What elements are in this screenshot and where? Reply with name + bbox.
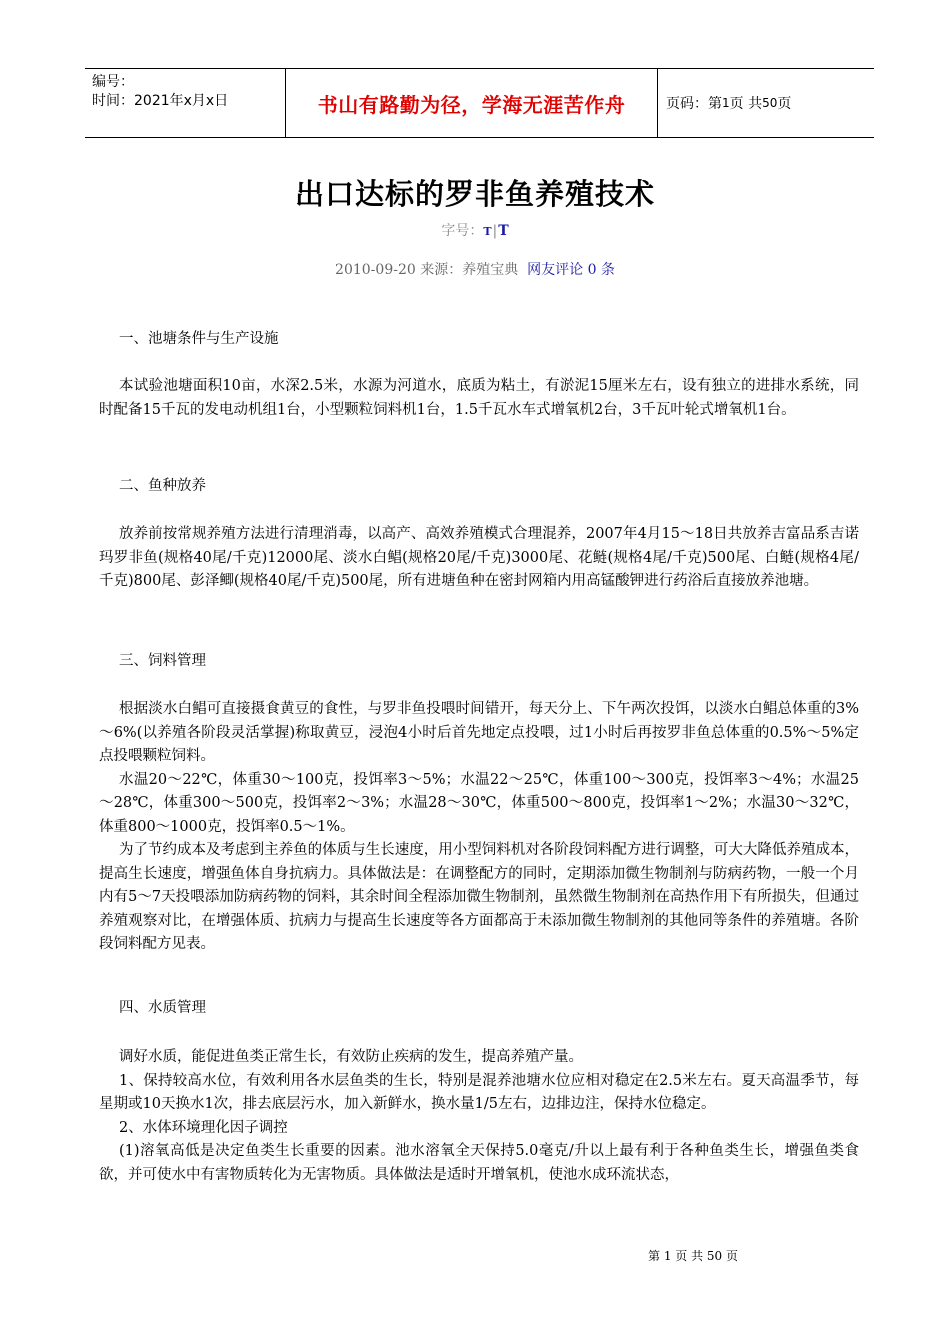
paragraph: 为了节约成本及考虑到主养鱼的体质与生长速度，用小型饲料机对各阶段饲料配方进行调整，可大大降低养殖成本，提高生长速度，增强鱼体自身抗病力。具体做法是：在调整配方的同时，定期添加微生物制剂与防病药物，一般一个月内有5～7天投喂添加防病药物的饲料，其余时间全程添加微生物制剂，虽然微生物制剂在高热作用下有所损失，但通过养殖观察对比，在增强体质、抗病力与提高生长速度等各方面都高于未添加微生物制剂的其他同等条件的养殖塘。各阶段饲料配方见表。 — [99, 842, 859, 952]
article-title: 出口达标的罗非鱼养殖技术 — [294, 177, 655, 211]
page-footer — [0, 1247, 950, 1264]
paragraph: 2、水体环境理化因子调控 — [119, 1119, 288, 1136]
page-total: 50 — [762, 96, 778, 110]
motto-text: 书山有路勤为径，学海无涯苦作舟 — [317, 92, 626, 117]
font-small-button[interactable]: T — [483, 225, 492, 238]
section-4-body — [99, 1046, 859, 1187]
paragraph: 1、保持较高水位，有效利用各水层鱼类的生长，特别是混养池塘水位应相对稳定在2.5米左右。夏天高温季节，每星期或10天换水1次，排去底层污水，加入新鲜水，换水量1/5左右，边排边注，保持水位稳定。 — [99, 1072, 859, 1112]
time-label: 时间：2021年x月x日 — [92, 93, 229, 109]
header-page-cell — [658, 69, 874, 137]
paragraph: 水温20～22℃，体重30～100克，投饵率3～5%；水温22～25℃，体重100～300克，投饵率3～4%；水温25～28℃，体重300～500克，投饵率2～3%；水温28～30℃，体重500～800克，投饵率1～2%；水温30～32℃，体重800～1000克，投饵率0.5～1%。 — [99, 771, 859, 835]
paragraph: 根据淡水白鲳可直接摄食黄豆的食性，与罗非鱼投喂时间错开，每天分上、下午两次投饵，以淡水白鲳总体重的3%～6%(以养殖各阶段灵活掌握)称取黄豆，浸泡4小时后首先地定点投喂，过1小时后再按罗非鱼总体重的0.5%～5%定点投喂颗粒饲料。 — [99, 701, 859, 764]
header-motto-cell — [285, 69, 658, 137]
date-source: 2010-09-20 来源：养殖宝典 — [335, 262, 519, 278]
page-mid-label: 页 共 — [729, 96, 763, 112]
font-large-button[interactable]: T — [498, 223, 509, 239]
header-meta-cell — [85, 69, 285, 137]
paragraph: 调好水质，能促进鱼类正常生长，有效防止疾病的发生，提高养殖产量。 — [119, 1049, 583, 1065]
code-label: 编号： — [92, 74, 134, 90]
section-2-heading: 二、鱼种放养 — [119, 478, 206, 494]
document-header — [85, 68, 874, 138]
article-meta — [0, 259, 950, 279]
font-separator: | — [492, 223, 498, 239]
paragraph: (1)溶氧高低是决定鱼类生长重要的因素。池水溶氧全天保持5.0毫克/升以上最有利于各种鱼类生长，增强鱼类食欲，并可使水中有害物质转化为无害物质。具体做法是适时开增氧机，使池水成环流状态， — [99, 1143, 859, 1183]
font-size-label: 字号： — [441, 223, 484, 239]
section-4-heading: 四、水质管理 — [119, 1000, 206, 1016]
page-end-label: 页 — [777, 96, 792, 112]
page-info-label: 页码：第 — [666, 96, 722, 112]
section-3-heading: 三、饲料管理 — [119, 653, 206, 669]
footer-page-text: 第 1 页 共 50 页 — [648, 1249, 738, 1263]
section-3-body — [99, 698, 859, 957]
section-1-heading: 一、池塘条件与生产设施 — [119, 331, 279, 347]
font-size-control — [0, 220, 950, 240]
page-number: 1 — [722, 96, 730, 110]
section-1-body: 本试验池塘面积10亩，水深2.5米，水源为河道水，底质为粘土，有淤泥15厘米左右，设有独立的进排水系统，同时配备15千瓦的发电动机组1台，小型颗粒饲料机1台，1.5千瓦水车式增氧机2台，3千瓦叶轮式增氧机1台。 — [99, 378, 859, 418]
section-2-body: 放养前按常规养殖方法进行清理消毒，以高产、高效养殖模式合理混养，2007年4月15～18日共放养吉富品系吉诺玛罗非鱼(规格40尾/千克)12000尾、淡水白鲳(规格20尾/千克)3000尾、花鲢(规格4尾/千克)500尾、白鲢(规格4尾/千克)800尾、彭泽鲫(规格40尾/千克)500尾，所有进塘鱼种在密封网箱内用高锰酸钾进行药浴后直接放养池塘。 — [99, 526, 859, 589]
comments-link[interactable]: 网友评论 0 条 — [527, 262, 615, 278]
